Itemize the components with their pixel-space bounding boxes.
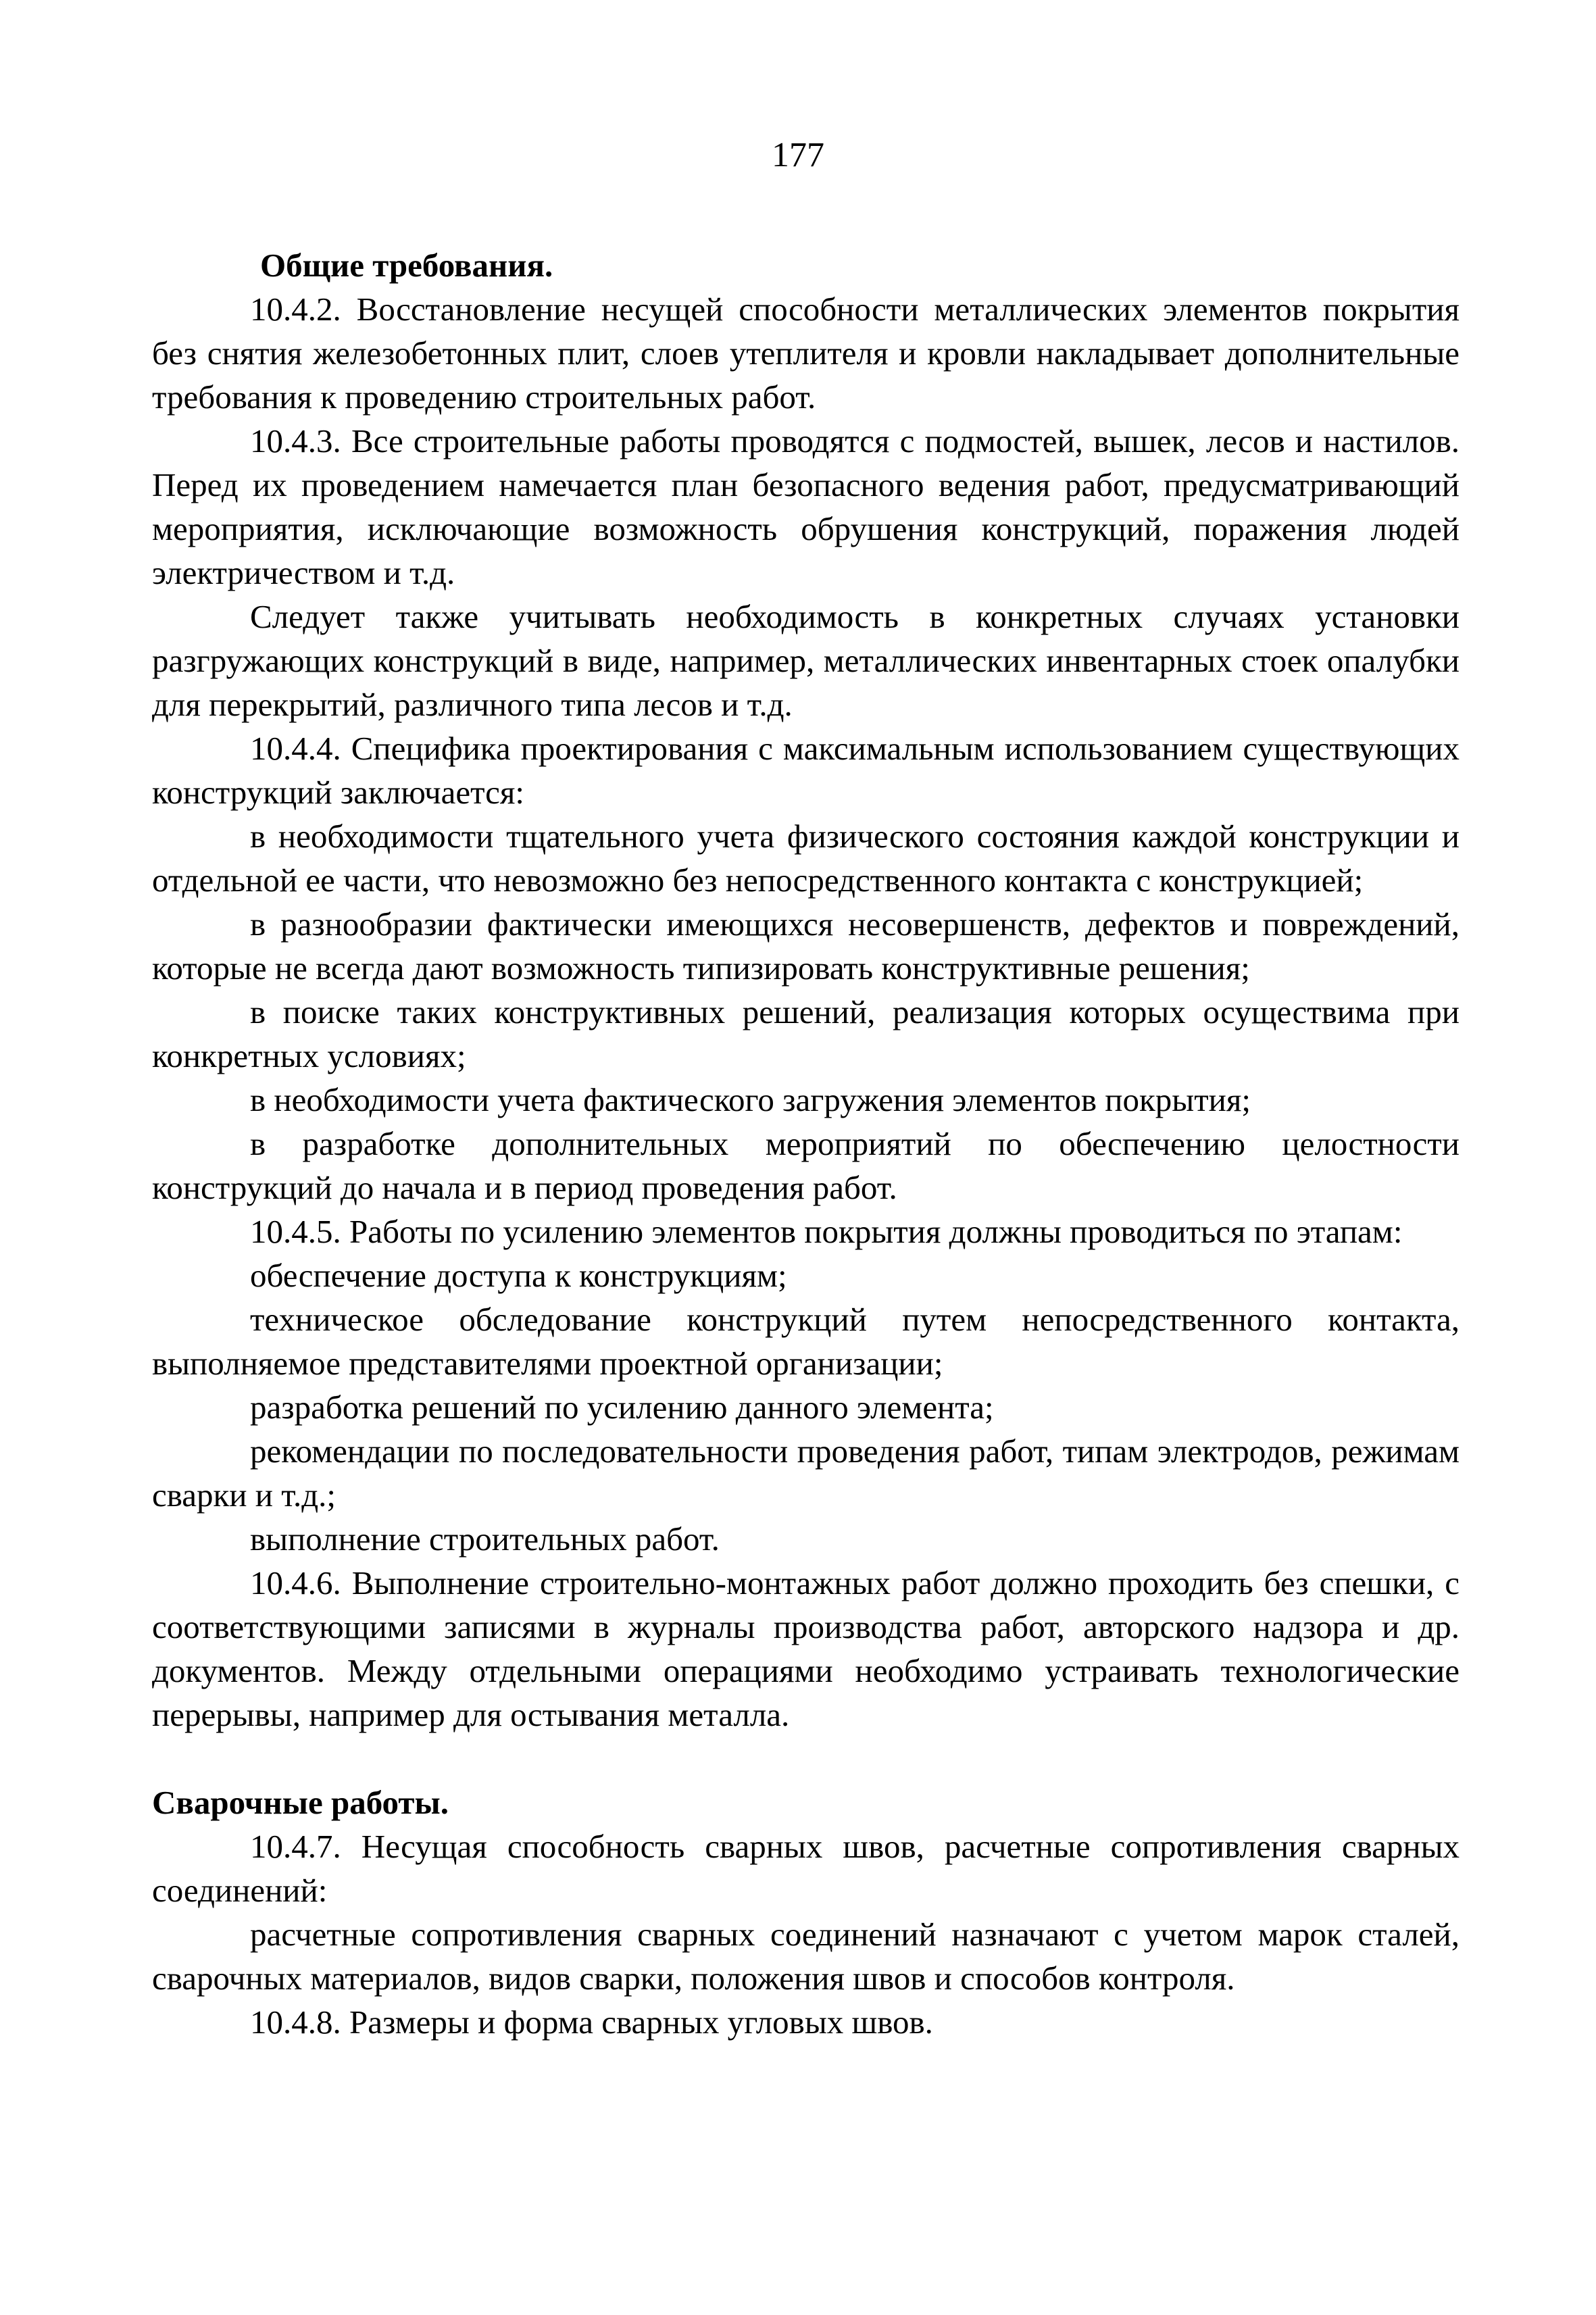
paragraph: техническое обследование конструкций путем непосредственного контакта, выполняемое представителями проектной организации; <box>152 1301 1460 1382</box>
paragraph: 10.4.4. Специфика проектирования с максимальным использованием существующих конструкций заключается: <box>152 730 1460 811</box>
paragraph: 10.4.6. Выполнение строительно-монтажных работ должно проходить без спешки, с соответствующими записями в журналы производства работ, авторского надзора и др. документов. Между отдельными операциями необходимо устраивать технологические перерывы, например для остывания металла. <box>152 1564 1460 1733</box>
paragraph: разработка решений по усилению данного элемента; <box>250 1389 994 1426</box>
page-number: 177 <box>772 136 824 174</box>
section-heading: Общие требования. <box>260 247 553 284</box>
paragraph: 10.4.7. Несущая способность сварных швов, расчетные сопротивления сварных соединений: <box>152 1828 1460 1909</box>
paragraph: расчетные сопротивления сварных соединений назначают с учетом марок сталей, сварочных материалов, видов сварки, положения швов и способов контроля. <box>152 1916 1460 1997</box>
paragraph: 10.4.2. Восстановление несущей способности металлических элементов покрытия без снятия железобетонных плит, слоев утеплителя и кровли накладывает дополнительные требования к проведению строительных работ. <box>152 291 1460 416</box>
paragraph: рекомендации по последовательности проведения работ, типам электродов, режимам сварки и т.д.; <box>152 1433 1460 1514</box>
paragraph: обеспечение доступа к конструкциям; <box>250 1257 787 1294</box>
section-spacer <box>152 1737 1460 1781</box>
paragraph: в поиске таких конструктивных решений, реализация которых осуществима при конкретных условиях; <box>152 993 1460 1074</box>
paragraph: выполнение строительных работ. <box>250 1520 720 1558</box>
paragraph: 10.4.8. Размеры и форма сварных угловых швов. <box>250 2003 933 2041</box>
paragraph: 10.4.3. Все строительные работы проводятся с подмостей, вышек, лесов и настилов. Перед их проведением намечается план безопасного ведения работ, предусматривающий мероприятия, исключающие возможность обрушения конструкций, поражения людей электричеством и т.д. <box>152 422 1460 591</box>
document-body <box>152 243 1460 2044</box>
paragraph: в разработке дополнительных мероприятий по обеспечению целостности конструкций до начала и в период проведения работ. <box>152 1125 1460 1206</box>
paragraph: в необходимости учета фактического загружения элементов покрытия; <box>250 1081 1251 1118</box>
paragraph: Следует также учитывать необходимость в конкретных случаях установки разгружающих конструкций в виде, например, металлических инвентарных стоек опалубки для перекрытий, различного типа лесов и т.д. <box>152 598 1460 723</box>
paragraph: в необходимости тщательного учета физического состояния каждой конструкции и отдельной ее части, что невозможно без непосредственного контакта с конструкцией; <box>152 818 1460 899</box>
paragraph: 10.4.5. Работы по усилению элементов покрытия должны проводиться по этапам: <box>250 1213 1403 1250</box>
section-heading: Сварочные работы. <box>152 1784 449 1821</box>
paragraph: в разнообразии фактически имеющихся несовершенств, дефектов и повреждений, которые не всегда дают возможность типизировать конструктивные решения; <box>152 905 1460 987</box>
